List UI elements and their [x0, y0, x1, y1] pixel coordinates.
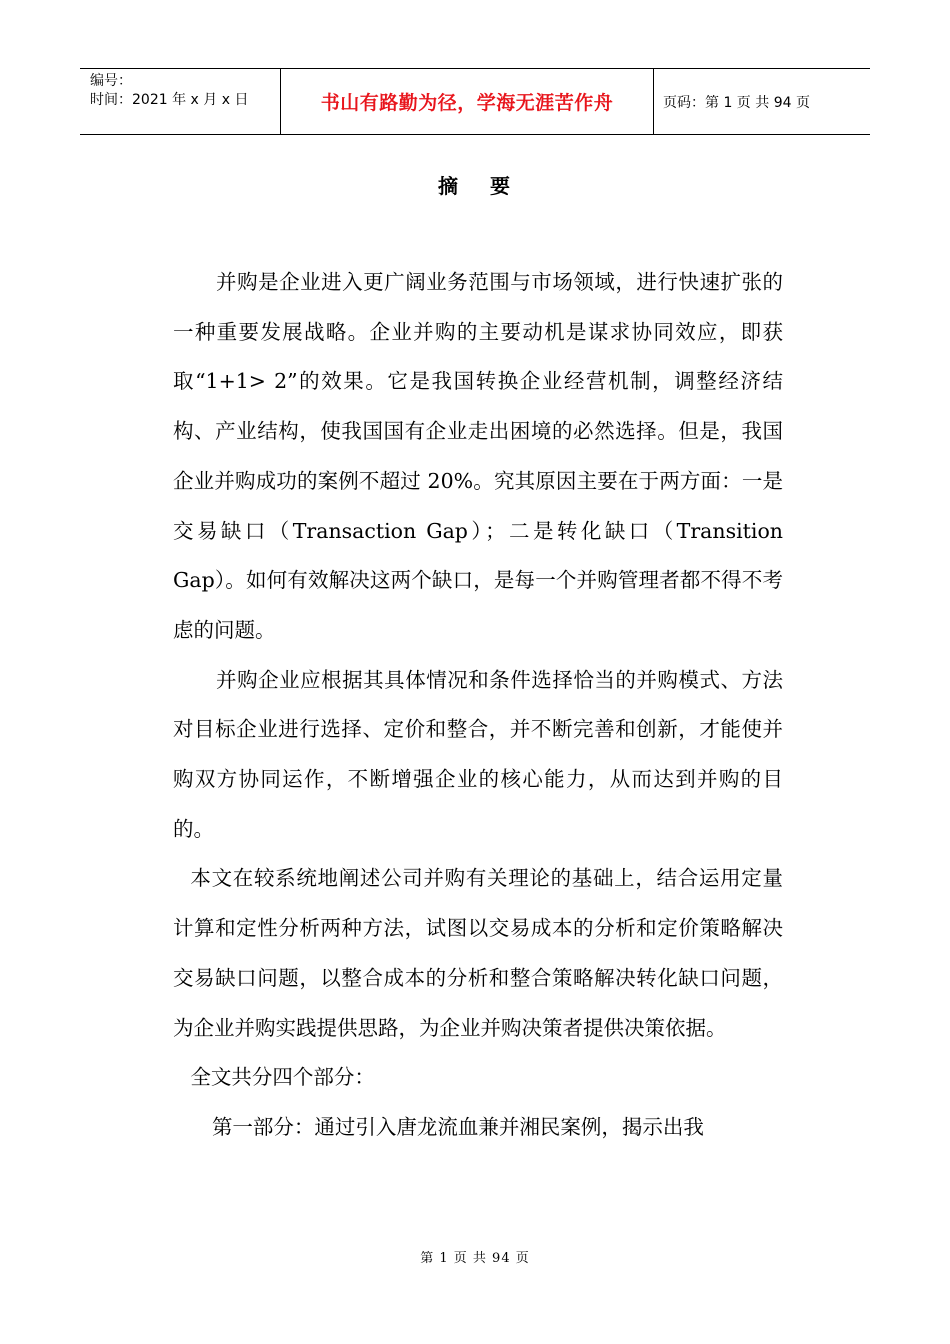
header-page-cell — [654, 69, 870, 134]
page-title — [0, 170, 950, 199]
header-meta-cell — [80, 69, 281, 134]
abstract-paragraph-3: 本文在较系统地阐述公司并购有关理论的基础上，结合运用定量计算和定性分析两种方法，试图以交易成本的分析和定价策略解决交易缺口问题，以整合成本的分析和整合策略解决转化缺口问题，为企业并购实践提供思路，为企业并购决策者提供决策依据。 — [173, 866, 783, 1040]
header-page-info: 页码：第 1 页 共 94 页 — [663, 94, 810, 111]
abstract-paragraph-5: 第一部分：通过引入唐龙流血兼并湘民案例，揭示出我 — [211, 1114, 704, 1139]
document-date: 时间：2021 年 x 月 x 日 — [90, 92, 249, 108]
title-part-2: 要 — [490, 174, 512, 198]
title-part-1: 摘 — [438, 174, 460, 198]
abstract-paragraph-1: 并购是企业进入更广阔业务范围与市场领域，进行快速扩张的一种重要发展战略。企业并购的主要动机是谋求协同效应，即获取“1+1> 2”的效果。它是我国转换企业经营机制，调整经济结构、产业结构，使我国国有企业走出困境的必然选择。但是，我国企业并购成功的案例不超过 20%。究其原因主要在于两方面：一是交易缺口（Transaction Gap）；二是转化缺口（Transition Gap）。如何有效解决这两个缺口，是每一个并购管理者都不得不考虑的问题。 — [173, 270, 783, 642]
abstract-paragraph-2: 并购企业应根据其具体情况和条件选择恰当的并购模式、方法对目标企业进行选择、定价和整合，并不断完善和创新，才能使并购双方协同运作，不断增强企业的核心能力，从而达到并购的目的。 — [173, 667, 783, 841]
footer-page-number: 第 1 页 共 94 页 — [420, 1251, 530, 1266]
abstract-paragraph-4: 全文共分四个部分： — [190, 1065, 375, 1090]
page-footer — [0, 1247, 950, 1266]
page-header — [80, 68, 870, 135]
abstract-body — [173, 258, 783, 1153]
header-motto: 书山有路勤为径，学海无涯苦作舟 — [320, 92, 614, 114]
header-motto-cell — [281, 69, 654, 134]
document-number-label: 编号： — [90, 73, 132, 89]
